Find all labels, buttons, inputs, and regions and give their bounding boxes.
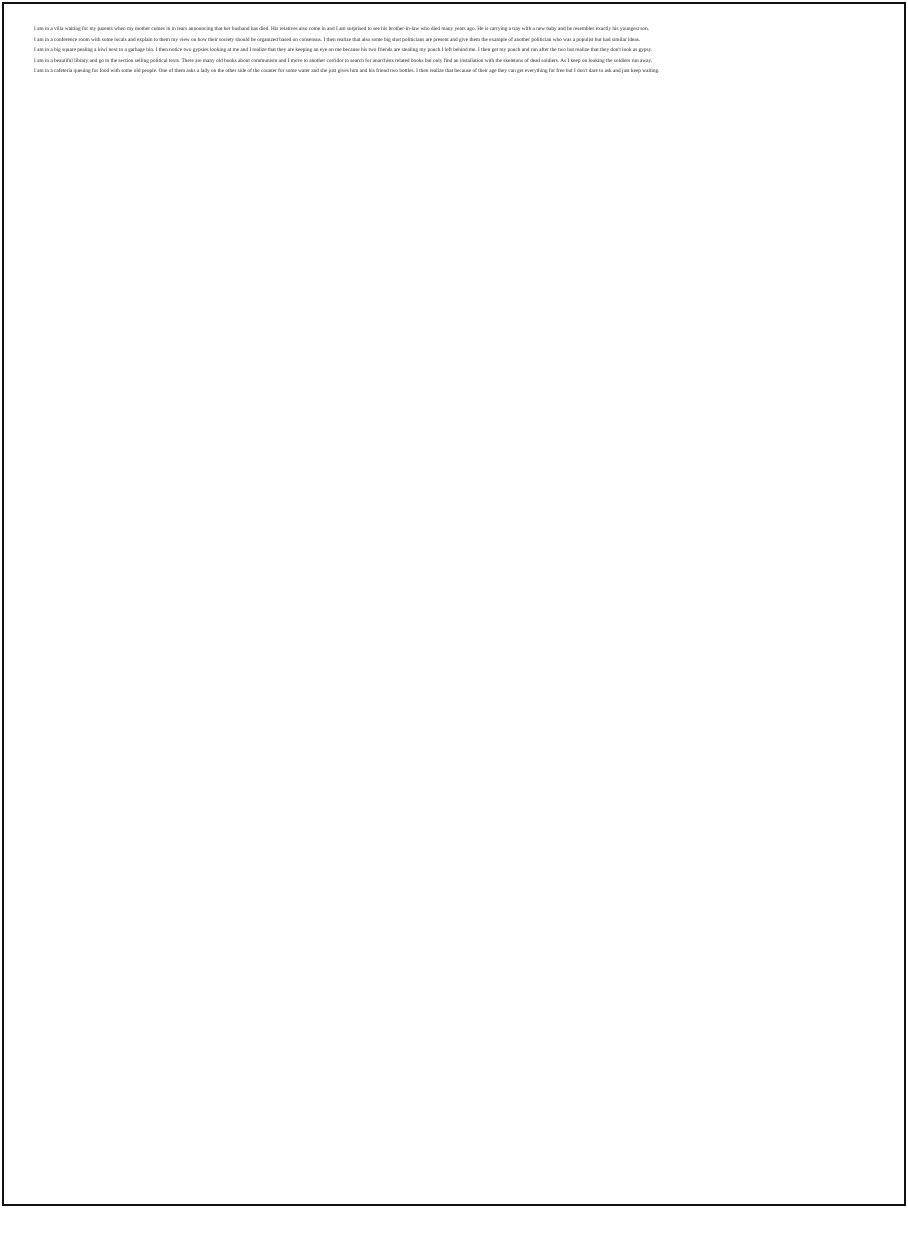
text-line — [34, 308, 882, 319]
text-line — [34, 896, 882, 907]
text-line — [34, 423, 882, 434]
text-line — [34, 476, 882, 487]
text-line — [34, 780, 882, 791]
text-line — [34, 990, 882, 1001]
text-line — [34, 486, 882, 497]
text-line — [34, 87, 882, 98]
text-line — [34, 266, 882, 277]
text-line — [34, 539, 882, 550]
text-line — [34, 612, 882, 623]
text-line — [34, 245, 882, 256]
text-line — [34, 1242, 882, 1253]
text-line — [34, 98, 882, 109]
text-line — [34, 959, 882, 970]
text-line — [34, 654, 882, 665]
text-line — [34, 434, 882, 445]
text-line — [34, 1095, 882, 1106]
text-line — [34, 150, 882, 161]
text-line — [34, 633, 882, 644]
text-line — [34, 171, 882, 182]
text-line — [34, 969, 882, 980]
text-line — [34, 1211, 882, 1222]
text-line — [34, 791, 882, 802]
text-line — [34, 255, 882, 266]
text-line — [34, 927, 882, 938]
text-line — [34, 1106, 882, 1117]
text-line — [34, 581, 882, 592]
text-line — [34, 1232, 882, 1243]
text-line — [34, 444, 882, 455]
text-line — [34, 1001, 882, 1012]
text-line — [34, 1022, 882, 1033]
text-line — [34, 108, 882, 119]
text-line — [34, 318, 882, 329]
text-line — [34, 350, 882, 361]
text-line — [34, 297, 882, 308]
text-line — [34, 833, 882, 844]
text-line — [34, 213, 882, 224]
text-line — [34, 1085, 882, 1096]
text-line — [34, 854, 882, 865]
text-line — [34, 749, 882, 760]
text-line — [34, 917, 882, 928]
text-line — [34, 560, 882, 571]
text-line — [34, 1169, 882, 1180]
text-line — [34, 1074, 882, 1085]
text-line — [34, 329, 882, 340]
text-line: I am in a big square pealing a kiwi next to a garbage bin. I then notice two gypsies looking at me and I realize that they are keeping an eye on me because his two friends are stealing my pouch I left behind me. I then get my pouch and run after the two but realize that they don't look as gypsy. — [34, 47, 653, 53]
text-line — [34, 392, 882, 403]
text-line: I am in a conference room with some locals and explain to them my view on how their society should be organized based on consensus. I then realize that also some big shot politicians are present and give them the example of another politician who was a populist but had similar ideas. — [34, 36, 641, 43]
text-line — [34, 906, 882, 917]
text-line — [34, 413, 882, 424]
text-line: I am in a cafeteria queuing for food with some old people. One of them asks a lady on the other side of the counter for some water and she just gives him and his friend two bottles. I then realize that because of their age they can get everything for free but I don't dare to ask and just keep waiting. — [34, 68, 660, 74]
text-line — [34, 339, 882, 350]
text-line — [34, 570, 882, 581]
text-line — [34, 234, 882, 245]
text-line — [34, 1064, 882, 1075]
text-line — [34, 1011, 882, 1022]
text-line — [34, 1137, 882, 1148]
text-line — [34, 980, 882, 991]
text-line — [34, 140, 882, 151]
text-line: I am in a villa waiting for my parents when my mother comes in in tears announcing that her husband has died. His relatives also come in and I am surprised to see his brother-in-law who died many years ago. He is carrying a tray with a new baby and he resembles exactly his youngest son. — [34, 26, 650, 32]
text-line — [34, 875, 882, 886]
text-line — [34, 1032, 882, 1043]
text-line — [34, 1221, 882, 1232]
text-line — [34, 224, 882, 235]
text-line — [34, 182, 882, 193]
text-line — [34, 665, 882, 676]
text-line — [34, 885, 882, 896]
text-line: I am in a beautiful library and go to the section selling political texts. There are many old books about communism and I move to another corridor to search for anarchists related books but only find an installation with the skeletons of dead soldiers. As I keep on looking the soldiers run away. — [34, 57, 653, 64]
text-line — [34, 801, 882, 812]
text-line — [34, 402, 882, 413]
text-line — [34, 759, 882, 770]
text-line — [34, 812, 882, 823]
dream-log-text — [34, 24, 882, 1253]
text-line — [34, 1116, 882, 1127]
text-line — [34, 938, 882, 949]
text-line — [34, 602, 882, 613]
text-line — [34, 77, 882, 88]
text-line — [34, 528, 882, 539]
text-line — [34, 129, 882, 140]
text-line — [34, 686, 882, 697]
text-line — [34, 948, 882, 959]
text-line — [34, 738, 882, 749]
text-line — [34, 1127, 882, 1138]
text-line — [34, 728, 882, 739]
text-line — [34, 287, 882, 298]
text-line — [34, 276, 882, 287]
text-line — [34, 644, 882, 655]
text-line — [34, 1200, 882, 1211]
text-line — [34, 675, 882, 686]
text-line — [34, 1190, 882, 1201]
text-line — [34, 696, 882, 707]
text-line — [34, 717, 882, 728]
text-line — [34, 1043, 882, 1054]
text-line — [34, 518, 882, 529]
text-line — [34, 843, 882, 854]
text-line — [34, 381, 882, 392]
text-line — [34, 455, 882, 466]
text-line — [34, 192, 882, 203]
text-line — [34, 591, 882, 602]
text-line — [34, 707, 882, 718]
text-line — [34, 770, 882, 781]
text-line — [34, 507, 882, 518]
text-line — [34, 1148, 882, 1159]
text-line — [34, 360, 882, 371]
text-line — [34, 119, 882, 130]
text-line — [34, 371, 882, 382]
document-page — [2, 2, 906, 1206]
text-line — [34, 1179, 882, 1190]
text-line — [34, 549, 882, 560]
text-line — [34, 465, 882, 476]
text-line — [34, 203, 882, 214]
text-line — [34, 161, 882, 172]
text-line — [34, 864, 882, 875]
text-line — [34, 497, 882, 508]
text-line — [34, 623, 882, 634]
text-line — [34, 1053, 882, 1064]
text-line — [34, 1158, 882, 1169]
text-line — [34, 822, 882, 833]
